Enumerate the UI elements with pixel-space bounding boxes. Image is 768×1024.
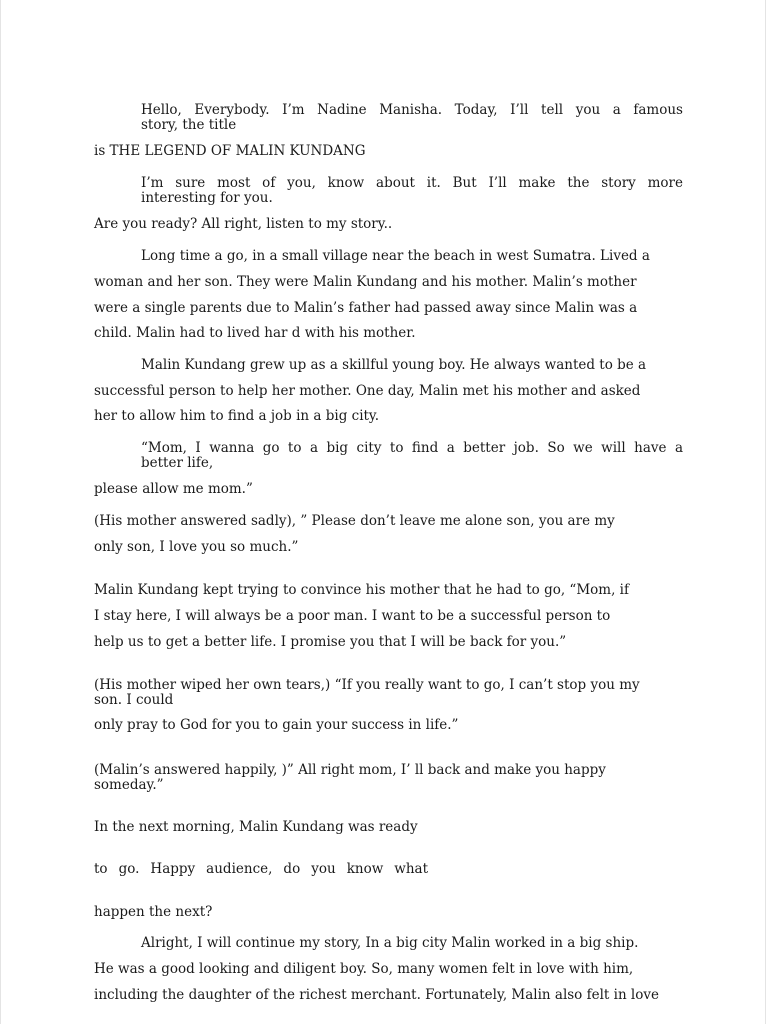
paragraph-line: Alright, I will continue my story, In a big city Malin worked in a big ship.	[141, 935, 639, 951]
paragraph-line: He was a good looking and diligent boy. So, many women felt in love with him,	[94, 961, 634, 977]
paragraph-line: Hello, Everybody. I’m Nadine Manisha. Today, I’ll tell you a famous	[141, 102, 683, 118]
paragraph-line: is THE LEGEND OF MALIN KUNDANG	[94, 143, 366, 159]
paragraph-line: were a single parents due to Malin’s father had passed away since Malin was a	[94, 300, 638, 316]
paragraph-line: Long time a go, in a small village near the beach in west Sumatra. Lived a	[141, 248, 650, 264]
dialogue-line: someday.”	[94, 777, 164, 793]
dialogue-line: son. I could	[94, 692, 174, 708]
dialogue-line: better life,	[141, 455, 214, 471]
paragraph-line: woman and her son. They were Malin Kundang and his mother. Malin’s mother	[94, 274, 637, 290]
paragraph-line: child. Malin had to lived har d with his mother.	[94, 325, 416, 341]
paragraph-line: Malin Kundang kept trying to convince his mother that he had to go, “Mom, if	[94, 582, 629, 598]
paragraph-line: I’m sure most of you, know about it. But I’ll make the story more	[141, 175, 683, 191]
dialogue-line: (His mother answered sadly), ” Please don’t leave me alone son, you are my	[94, 513, 615, 529]
paragraph-line: her to allow him to find a job in a big city.	[94, 408, 380, 424]
paragraph-line: Are you ready? All right, listen to my story..	[94, 216, 393, 232]
paragraph-line: happen the next?	[94, 904, 213, 920]
paragraph-line: In the next morning, Malin Kundang was ready	[94, 819, 418, 835]
dialogue-line: (His mother wiped her own tears,) “If you really want to go, I can’t stop you my	[94, 677, 640, 693]
dialogue-line: please allow me mom.”	[94, 481, 253, 497]
paragraph-line: I stay here, I will always be a poor man. I want to be a successful person to	[94, 608, 611, 624]
paragraph-line: interesting for you.	[141, 190, 273, 206]
paragraph-line: story, the title	[141, 117, 237, 133]
dialogue-line: only pray to God for you to gain your success in life.”	[94, 717, 459, 733]
paragraph-line: to go. Happy audience, do you know what	[94, 861, 428, 877]
paragraph-line: help us to get a better life. I promise you that I will be back for you.”	[94, 634, 567, 650]
dialogue-line: “Mom, I wanna go to a big city to find a better job. So we will have a	[141, 440, 683, 456]
dialogue-line: (Malin’s answered happily, )” All right mom, I’ ll back and make you happy	[94, 762, 606, 778]
paragraph-line: including the daughter of the richest merchant. Fortunately, Malin also felt in love	[94, 987, 659, 1003]
paragraph-line: successful person to help her mother. One day, Malin met his mother and asked	[94, 383, 641, 399]
dialogue-line: only son, I love you so much.”	[94, 539, 299, 555]
paragraph-line: Malin Kundang grew up as a skillful young boy. He always wanted to be a	[141, 357, 647, 373]
